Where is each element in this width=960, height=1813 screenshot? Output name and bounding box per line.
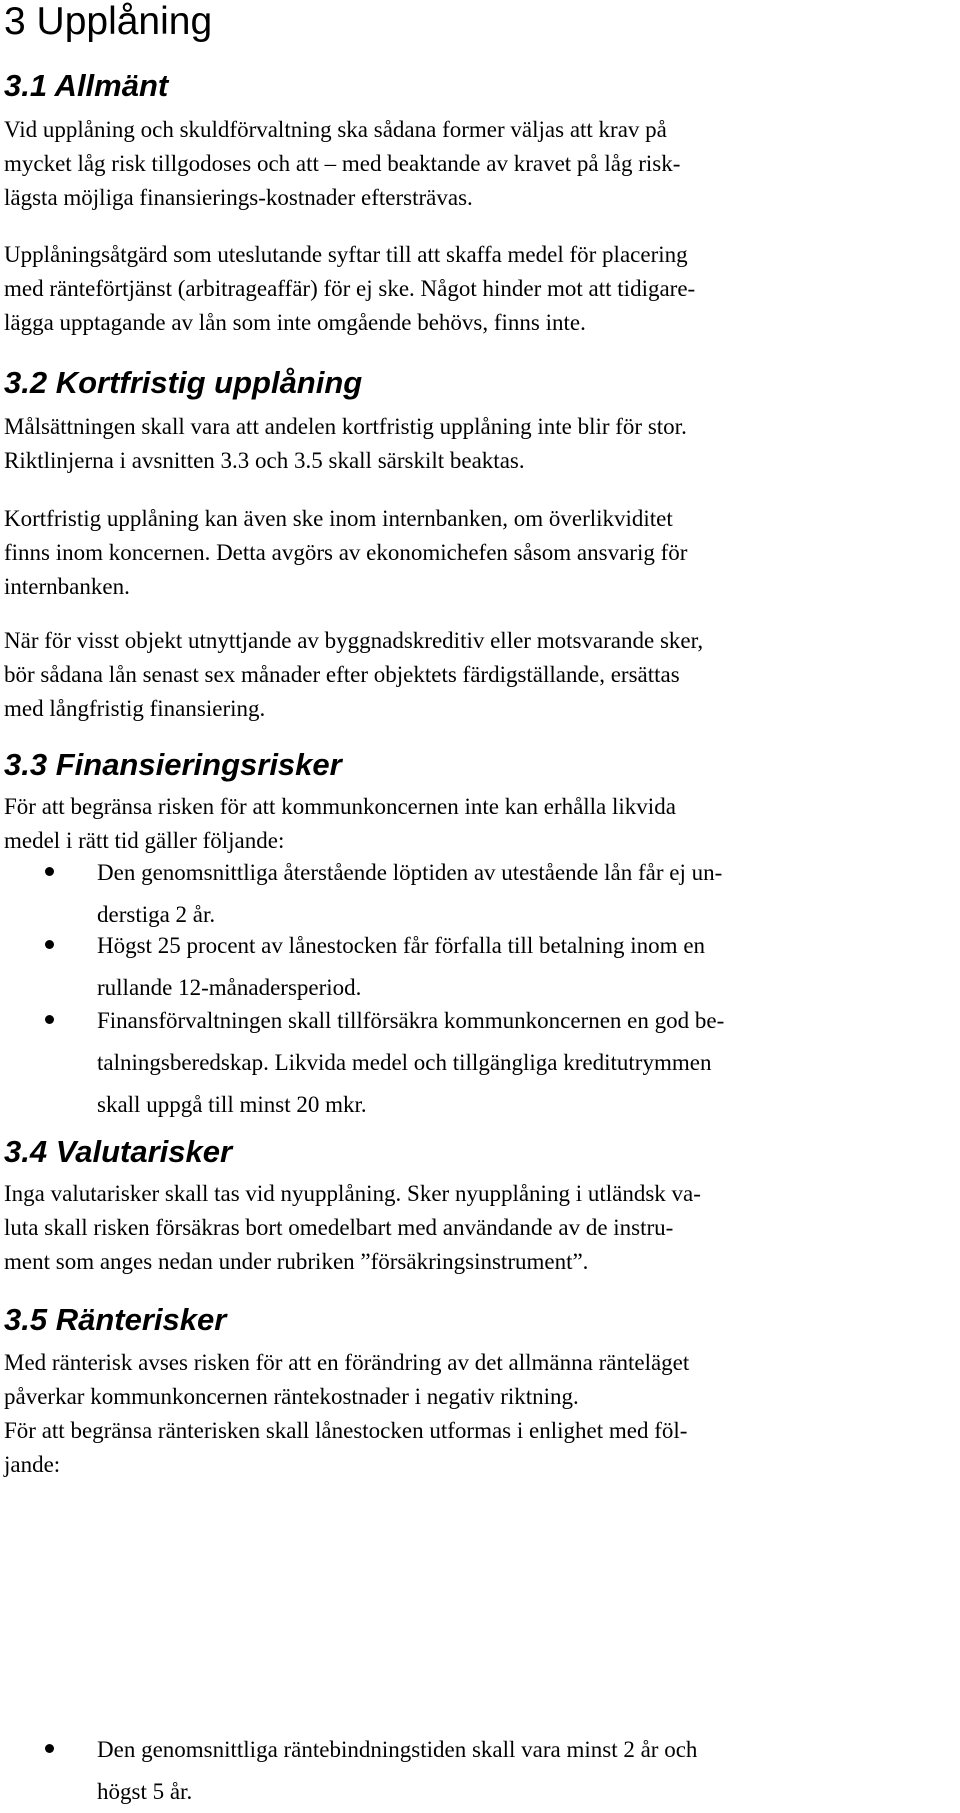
text-line: Målsättningen skall vara att andelen kortfristig upplåning inte blir för stor. — [4, 414, 687, 439]
section-heading-valutarisker: 3.4 Valutarisker — [4, 1134, 233, 1169]
bullet-icon — [45, 940, 54, 949]
page-title: 3 Upplåning — [4, 0, 213, 43]
section-heading-ranterisker: 3.5 Ränterisker — [4, 1302, 227, 1337]
text-line: Finansförvaltningen skall tillförsäkra kommunkoncernen en god be- — [97, 1008, 725, 1033]
text-line: påverkar kommunkoncernen räntekostnader i negativ riktning. — [4, 1384, 579, 1409]
text-line: med långfristig finansiering. — [4, 696, 266, 721]
bullet-icon — [45, 1015, 54, 1024]
section-heading-allmant: 3.1 Allmänt — [4, 68, 169, 103]
text-line: skall uppgå till minst 20 mkr. — [97, 1092, 367, 1117]
text-line: jande: — [4, 1452, 61, 1477]
bullet-icon — [45, 1744, 54, 1753]
text-line: lägga upptagande av lån som inte omgående behövs, finns inte. — [4, 310, 586, 335]
text-line: För att begränsa risken för att kommunkoncernen inte kan erhålla likvida — [4, 794, 676, 819]
list-item-text — [97, 1000, 724, 1126]
text-line: derstiga 2 år. — [97, 902, 216, 927]
text-line: ment som anges nedan under rubriken ”försäkringsinstrument”. — [4, 1249, 589, 1274]
text-line: Den genomsnittliga återstående löptiden av utestående lån får ej un- — [97, 860, 723, 885]
list-item-text — [97, 852, 722, 936]
text-line: Riktlinjerna i avsnitten 3.3 och 3.5 skall särskilt beaktas. — [4, 448, 525, 473]
text-line: lägsta möjliga finansierings-kostnader eftersträvas. — [4, 185, 473, 210]
text-line: När för visst objekt utnyttjande av byggnadskreditiv eller motsvarande sker, — [4, 628, 704, 653]
text-line: bör sådana lån senast sex månader efter objektets färdigställande, ersättas — [4, 662, 680, 687]
text-line: rullande 12-månadersperiod. — [97, 975, 362, 1000]
text-line: med ränteförtjänst (arbitrageaffär) för ej ske. Något hinder mot att tidigare- — [4, 276, 696, 301]
list-item-text — [97, 925, 705, 1009]
text-line: Vid upplåning och skuldförvaltning ska sådana former väljas att krav på — [4, 117, 667, 142]
bullet-icon — [45, 867, 54, 876]
text-line: Inga valutarisker skall tas vid nyupplåning. Sker nyupplåning i utländsk va- — [4, 1181, 701, 1206]
paragraph-kortfristig-3 — [4, 624, 703, 726]
paragraph-allmant-2 — [4, 238, 695, 340]
text-line: För att begränsa ränterisken skall lånestocken utformas i enlighet med föl- — [4, 1418, 688, 1443]
text-line: Kortfristig upplåning kan även ske inom internbanken, om överlikviditet — [4, 506, 673, 531]
text-line: talningsberedskap. Likvida medel och tillgängliga kreditutrymmen — [97, 1050, 712, 1075]
text-line: luta skall risken försäkras bort omedelbart med användande av de instru- — [4, 1215, 674, 1240]
text-line: Upplåningsåtgärd som uteslutande syftar till att skaffa medel för placering — [4, 242, 688, 267]
text-line: finns inom koncernen. Detta avgörs av ekonomichefen såsom ansvarig för — [4, 540, 688, 565]
text-line: internbanken. — [4, 574, 130, 599]
text-line: Högst 25 procent av lånestocken får förfalla till betalning inom en — [97, 933, 706, 958]
text-line: Med ränterisk avses risken för att en förändring av det allmänna ränteläget — [4, 1350, 690, 1375]
section-heading-kortfristig-upplaning: 3.2 Kortfristig upplåning — [4, 365, 363, 400]
list-item-text — [97, 1729, 697, 1813]
paragraph-finansieringsrisker-intro — [4, 790, 676, 858]
paragraph-kortfristig-1 — [4, 410, 687, 478]
paragraph-allmant-1 — [4, 113, 680, 215]
text-line: mycket låg risk tillgodoses och att – med beaktande av kravet på låg risk- — [4, 151, 681, 176]
section-heading-finansieringsrisker: 3.3 Finansieringsrisker — [4, 747, 342, 782]
text-line: medel i rätt tid gäller följande: — [4, 828, 285, 853]
paragraph-ranterisker — [4, 1346, 689, 1482]
text-line: högst 5 år. — [97, 1779, 193, 1804]
text-line: Den genomsnittliga räntebindningstiden skall vara minst 2 år och — [97, 1737, 698, 1762]
paragraph-valutarisker — [4, 1177, 701, 1279]
paragraph-kortfristig-2 — [4, 502, 687, 604]
